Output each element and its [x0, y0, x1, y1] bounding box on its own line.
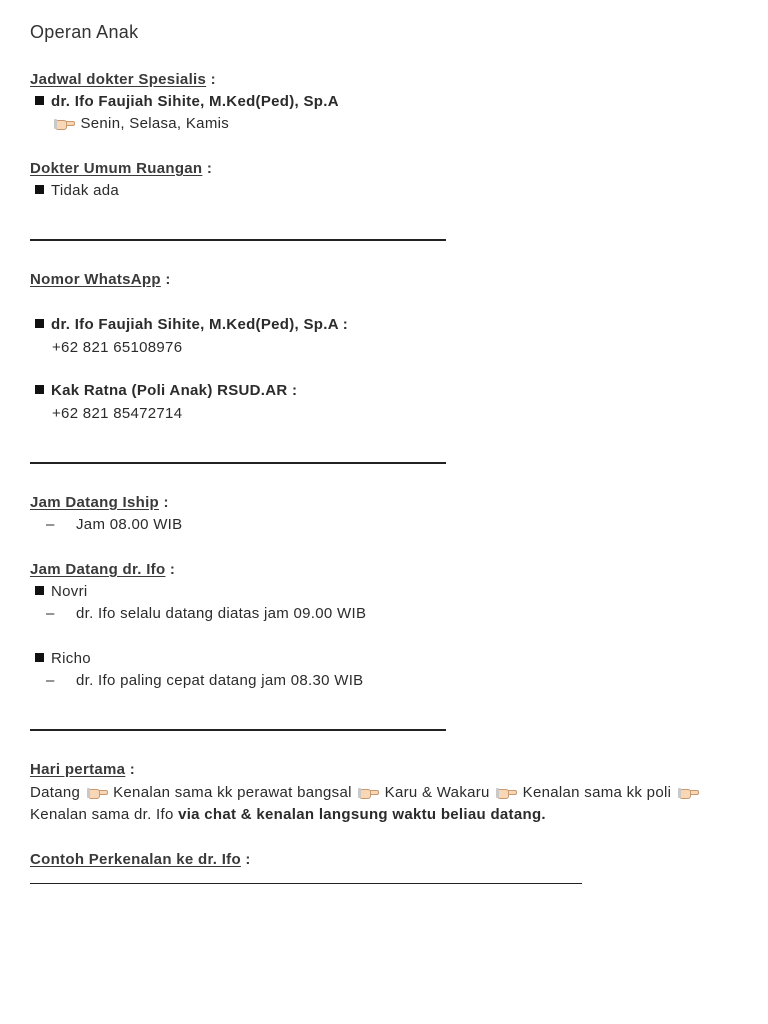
step-text: Kenalan sama kk perawat bangsal: [113, 784, 352, 801]
colon: :: [210, 71, 216, 88]
colon: :: [206, 160, 213, 177]
hari-plain-text: Kenalan sama dr. Ifo: [30, 806, 174, 823]
dash-bullet: –: [46, 516, 55, 533]
hari-header: [30, 760, 135, 780]
whatsapp-header-label: Nomor WhatsApp: [30, 271, 161, 288]
square-bullet-icon: [35, 96, 44, 105]
contact-item: [35, 315, 348, 335]
step-text: Karu & Wakaru: [384, 784, 490, 801]
umum-header: [30, 159, 212, 179]
whatsapp-header: [30, 270, 171, 290]
entry-note: dr. Ifo selalu datang diatas jam 09.00 WIB: [76, 605, 367, 622]
jadwal-doctor-item: [35, 92, 339, 112]
iship-header-label: Jam Datang Iship: [30, 494, 159, 511]
umum-header-label: Dokter Umum Ruangan: [30, 160, 203, 177]
hari-line-1: [30, 783, 700, 803]
contact-name: Kak Ratna (Poli Anak) RSUD.AR :: [51, 382, 298, 399]
step-text: Kenalan sama kk poli: [522, 784, 672, 801]
separator-line: [30, 239, 446, 241]
colon: :: [163, 494, 169, 511]
pointing-hand-icon: [496, 785, 516, 798]
colon: :: [169, 561, 176, 578]
pointing-hand-icon: [87, 785, 107, 798]
iship-item: [46, 515, 182, 535]
contact-item: [35, 381, 297, 401]
jadwal-header: [30, 70, 216, 90]
jadwal-header-label: Jadwal dokter Spesialis: [30, 71, 207, 88]
ifo-header: [30, 560, 175, 580]
square-bullet-icon: [35, 653, 44, 662]
separator-line: [30, 462, 446, 464]
step-text: Datang: [30, 784, 81, 801]
contoh-header: [30, 850, 251, 870]
days-text: Senin, Selasa, Kamis: [80, 115, 230, 132]
entry-note: dr. Ifo paling cepat datang jam 08.30 WIB: [76, 672, 364, 689]
pointing-hand-icon: [678, 785, 698, 798]
square-bullet-icon: [35, 319, 44, 328]
colon: :: [245, 851, 251, 868]
colon: :: [165, 271, 171, 288]
square-bullet-icon: [35, 586, 44, 595]
hari-bold-text: via chat & kenalan langsung waktu beliau datang.: [178, 806, 546, 823]
contact-phone: +62 821 85472714: [52, 405, 183, 422]
ifo-entry-note: [46, 671, 363, 691]
pointing-hand-icon: [358, 785, 378, 798]
jadwal-days: [52, 114, 229, 134]
colon: :: [129, 761, 136, 778]
umum-value: Tidak ada: [51, 182, 120, 199]
ifo-entry-name: [35, 649, 91, 669]
separator-line: [30, 883, 582, 884]
dash-bullet: –: [46, 605, 55, 622]
doctor-name: dr. Ifo Faujiah Sihite, M.Ked(Ped), Sp.A: [51, 93, 339, 110]
hari-header-label: Hari pertama: [30, 761, 126, 778]
contact-phone: +62 821 65108976: [52, 339, 183, 356]
iship-value: Jam 08.00 WIB: [76, 516, 183, 533]
umum-item: [35, 181, 119, 201]
entry-name: Richo: [51, 650, 91, 667]
dash-bullet: –: [46, 672, 55, 689]
ifo-entry-note: [46, 604, 366, 624]
square-bullet-icon: [35, 185, 44, 194]
separator-line: [30, 729, 446, 731]
entry-name: Novri: [51, 583, 88, 600]
ifo-header-label: Jam Datang dr. Ifo: [30, 561, 166, 578]
page-title: Operan Anak: [30, 22, 139, 42]
pointing-hand-icon: [54, 116, 74, 129]
iship-header: [30, 493, 169, 513]
contact-name: dr. Ifo Faujiah Sihite, M.Ked(Ped), Sp.A :: [51, 316, 349, 333]
contoh-header-label: Contoh Perkenalan ke dr. Ifo: [30, 851, 241, 868]
hari-line-2: [30, 805, 546, 825]
ifo-entry-name: [35, 582, 88, 602]
square-bullet-icon: [35, 385, 44, 394]
